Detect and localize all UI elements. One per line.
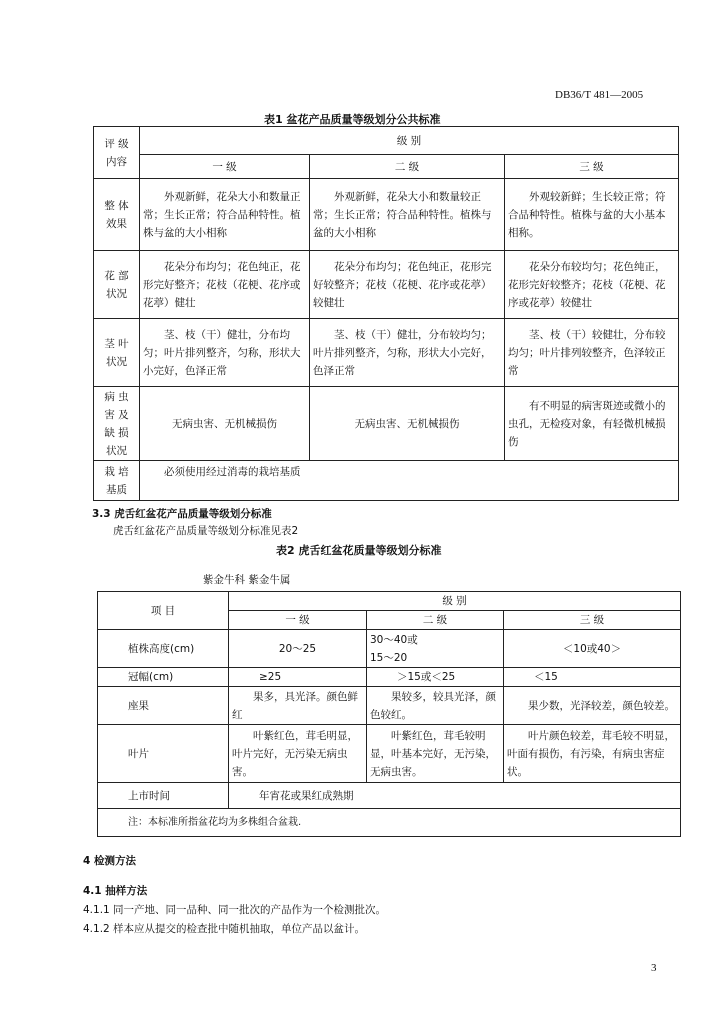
table1-grade-3: 三 级: [505, 155, 679, 179]
table2-row-label: 冠幅(cm): [98, 668, 229, 687]
table1-cell: 有不明显的病害斑迹或微小的虫孔，无检疫对象，有轻微机械损伤: [505, 387, 679, 461]
table1-corner-cell: [94, 127, 140, 179]
table2: [97, 591, 681, 837]
table2-cell: 果少数，光泽较差，颜色较差。: [504, 687, 681, 725]
table1-substrate-text: 必须使用经过消毒的栽培基质: [140, 461, 679, 501]
table2-cell: 20～25: [229, 630, 367, 668]
section-4-1-heading: 4.1 抽样方法: [83, 885, 148, 897]
table2-row-label: 植株高度(cm): [98, 630, 229, 668]
table2-row-label: 座果: [98, 687, 229, 725]
table1-cell: 花朵分布均匀；花色纯正，花形完好整齐；花枝（花梗、花序或花葶）健壮: [140, 251, 310, 319]
table2-note: 注：本标准所指盆花均为多株组合盆栽.: [98, 809, 681, 837]
table2-market-value: 年宵花或果红成熟期: [229, 783, 681, 809]
section-3-3-heading: 3.3 虎舌红盆花产品质量等级划分标准: [92, 508, 272, 520]
table1-row-label: 整 体 效果: [94, 179, 140, 251]
table2-grade-header: 级 别: [229, 592, 681, 611]
section-4-1-2-text: 4.1.2 样本应从提交的检查批中随机抽取，单位产品以盆计。: [83, 923, 366, 935]
table1-cell: 无病虫害、无机械损伤: [140, 387, 310, 461]
section-3-3-text: 虎舌红盆花产品质量等级划分标准见表2: [113, 525, 299, 537]
table2-cell: ＞15或＜25: [367, 668, 504, 687]
table2-row-label: 上市时间: [98, 783, 229, 809]
table2-cell-line: 30～40或: [370, 633, 418, 646]
table1-corner-label-2: 内容: [106, 155, 127, 168]
table2-grade-1: 一 级: [229, 611, 367, 630]
table1-cell: 花朵分布较均匀；花色纯正，花形完好较整齐；花枝（花梗、花序或花葶）较健壮: [505, 251, 679, 319]
table2-grade-3: 三 级: [504, 611, 681, 630]
section-4-heading: 4 检测方法: [83, 855, 136, 867]
table1-grade-header: 级 别: [140, 127, 679, 155]
table2-cell: 果多，具光泽。颜色鲜红: [229, 687, 367, 725]
table1-cell: 无病虫害、无机械损伤: [310, 387, 505, 461]
table2-grade-2: 二 级: [367, 611, 504, 630]
table2-caption: 表2 虎舌红盆花质量等级划分标准: [276, 544, 442, 557]
table2-cell: [367, 630, 504, 668]
table2-row-label: 叶片: [98, 725, 229, 783]
table2-item-header: 项 目: [98, 592, 229, 630]
table1-grade-2: 二 级: [310, 155, 505, 179]
document-number: DB36/T 481—2005: [555, 89, 644, 101]
table2-cell: ＜10或40＞: [504, 630, 681, 668]
table1-substrate-label: 栽 培 基质: [94, 461, 140, 501]
section-4-1-1-text: 4.1.1 同一产地、同一品种、同一批次的产品作为一个检测批次。: [83, 904, 387, 916]
table2-cell-line: 15～20: [370, 651, 408, 664]
table1-row-label: 茎 叶 状况: [94, 319, 140, 387]
table1-grade-1: 一 级: [140, 155, 310, 179]
table1-corner-label-1: 评 级: [104, 137, 129, 150]
table1-row-label: 花 部 状况: [94, 251, 140, 319]
table2-cell: 叶紫红色，茸毛较明显，叶基本完好，无污染，无病虫害。: [367, 725, 504, 783]
table2-cell: 叶片颜色较差，茸毛较不明显，叶面有损伤，有污染，有病虫害症状。: [504, 725, 681, 783]
table2-cell: 叶紫红色，茸毛明显，叶片完好，无污染无病虫害。: [229, 725, 367, 783]
table1-caption: 表1 盆花产品质量等级划分公共标准: [264, 113, 441, 126]
table2-cell: ＜15: [504, 668, 681, 687]
table1-cell: 外观较新鲜；生长较正常；符合品种特性。植株与盆的大小基本相称。: [505, 179, 679, 251]
table2-cell: 果较多，较具光泽，颜色较红。: [367, 687, 504, 725]
table1: [93, 126, 679, 501]
table1-cell: 茎、枝（干）较健壮，分布较均匀；叶片排列较整齐，色泽较正常: [505, 319, 679, 387]
table1-row-label: 病 虫 害 及 缺 损 状况: [94, 387, 140, 461]
table1-cell: 外观新鲜，花朵大小和数量正常；生长正常；符合品种特性。植株与盆的大小相称: [140, 179, 310, 251]
page-number: 3: [651, 962, 657, 974]
table1-cell: 茎、枝（干）健壮，分布较均匀；叶片排列整齐，匀称，形状大小完好，色泽正常: [310, 319, 505, 387]
table1-cell: 茎、枝（干）健壮，分布均匀；叶片排列整齐，匀称，形状大小完好，色泽正常: [140, 319, 310, 387]
table2-cell: ≥25: [229, 668, 367, 687]
table1-cell: 花朵分布均匀；花色纯正，花形完好较整齐；花枝（花梗、花序或花葶）较健壮: [310, 251, 505, 319]
table1-cell: 外观新鲜，花朵大小和数量较正常；生长正常；符合品种特性。植株与盆的大小相称: [310, 179, 505, 251]
table2-family-label: 紫金牛科 紫金牛属: [203, 574, 291, 586]
